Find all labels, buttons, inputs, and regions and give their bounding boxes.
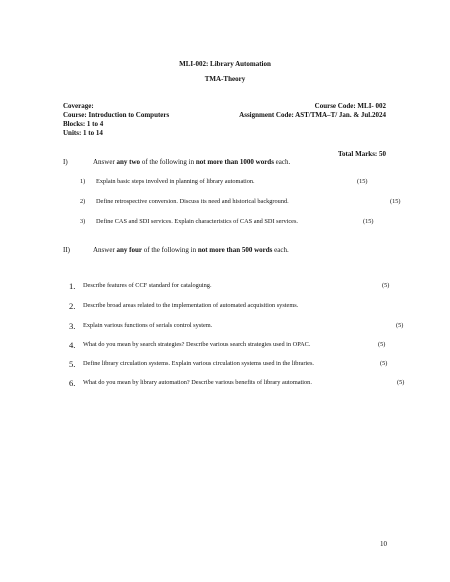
section-2-question-text: Define library circulation systems. Explain various circulation systems used in the libraries. <box>83 360 315 367</box>
section-2-question-marks: (5) <box>378 341 386 348</box>
document-title: MLI-002: Library Automation <box>179 60 271 68</box>
section-2-question-number: 5. <box>69 359 76 369</box>
section-1-instruction <box>93 158 290 166</box>
course-name: Course: Introduction to Computers <box>63 111 170 119</box>
section-2-question-text: Explain various functions of serials control system. <box>83 322 213 329</box>
section-1-question-marks: (15) <box>363 218 374 225</box>
section-2-question-number: 2. <box>69 301 76 311</box>
section-2-question-marks: (5) <box>380 360 388 367</box>
section-2-question-number: 6. <box>69 378 76 388</box>
section-2-question-number: 4. <box>69 340 76 350</box>
blocks-info: Blocks: 1 to 4 <box>63 120 104 128</box>
instr-text: of the following in <box>140 158 196 166</box>
section-2-question-number: 1. <box>69 281 76 291</box>
section-2-question-marks: (5) <box>397 379 405 386</box>
section-2-question-text: What do you mean by library automation? Describe various benefits of library automation. <box>83 379 312 386</box>
section-2-question-marks: (5) <box>382 282 390 289</box>
units-info: Units: 1 to 14 <box>63 129 103 137</box>
document-subtitle: TMA-Theory <box>204 75 246 83</box>
instr-emphasis: not more than 1000 words <box>195 158 274 166</box>
instr-emphasis: any two <box>116 158 141 166</box>
assignment-code: Assignment Code: AST/TMA–T/ Jan. & Jul.2024 <box>239 111 386 119</box>
instr-text: Answer <box>93 158 117 166</box>
instr-text: Answer <box>93 246 117 254</box>
course-code: Course Code: MLI- 002 <box>314 102 386 110</box>
section-2-question-text: What do you mean by search strategies? Describe various search strategies used in OPAC. <box>83 341 311 348</box>
coverage-label: Coverage: <box>63 102 94 110</box>
page-number: 10 <box>380 540 387 548</box>
section-1-question-number: 1) <box>80 178 86 185</box>
section-1-question-number: 3) <box>80 218 86 225</box>
section-1-numeral: I) <box>63 158 68 166</box>
section-1-question-marks: (15) <box>390 198 401 205</box>
instr-emphasis: any four <box>116 246 143 254</box>
instr-text: each. <box>273 158 291 166</box>
section-1-question-text: Define retrospective conversion. Discuss its need and historical background. <box>96 198 289 205</box>
section-1-question-text: Define CAS and SDI services. Explain characteristics of CAS and SDI services. <box>96 218 298 225</box>
section-2-question-text: Describe features of CCF standard for cataloguing. <box>83 282 212 289</box>
instr-emphasis: not more than 500 words <box>197 246 273 254</box>
instr-text: of the following in <box>142 246 198 254</box>
section-2-question-marks: (5) <box>396 322 404 329</box>
instr-text: each. <box>272 246 289 254</box>
section-1-question-number: 2) <box>80 198 86 205</box>
total-marks: Total Marks: 50 <box>338 150 386 158</box>
section-2-question-number: 3. <box>69 321 76 331</box>
section-1-question-text: Explain basic steps involved in planning of library automation. <box>96 178 255 185</box>
section-2-numeral: II) <box>63 246 70 254</box>
section-1-question-marks: (15) <box>357 178 368 185</box>
section-2-question-text: Describe broad areas related to the implementation of automated acquisition systems. <box>83 302 299 309</box>
section-2-instruction <box>93 246 289 254</box>
